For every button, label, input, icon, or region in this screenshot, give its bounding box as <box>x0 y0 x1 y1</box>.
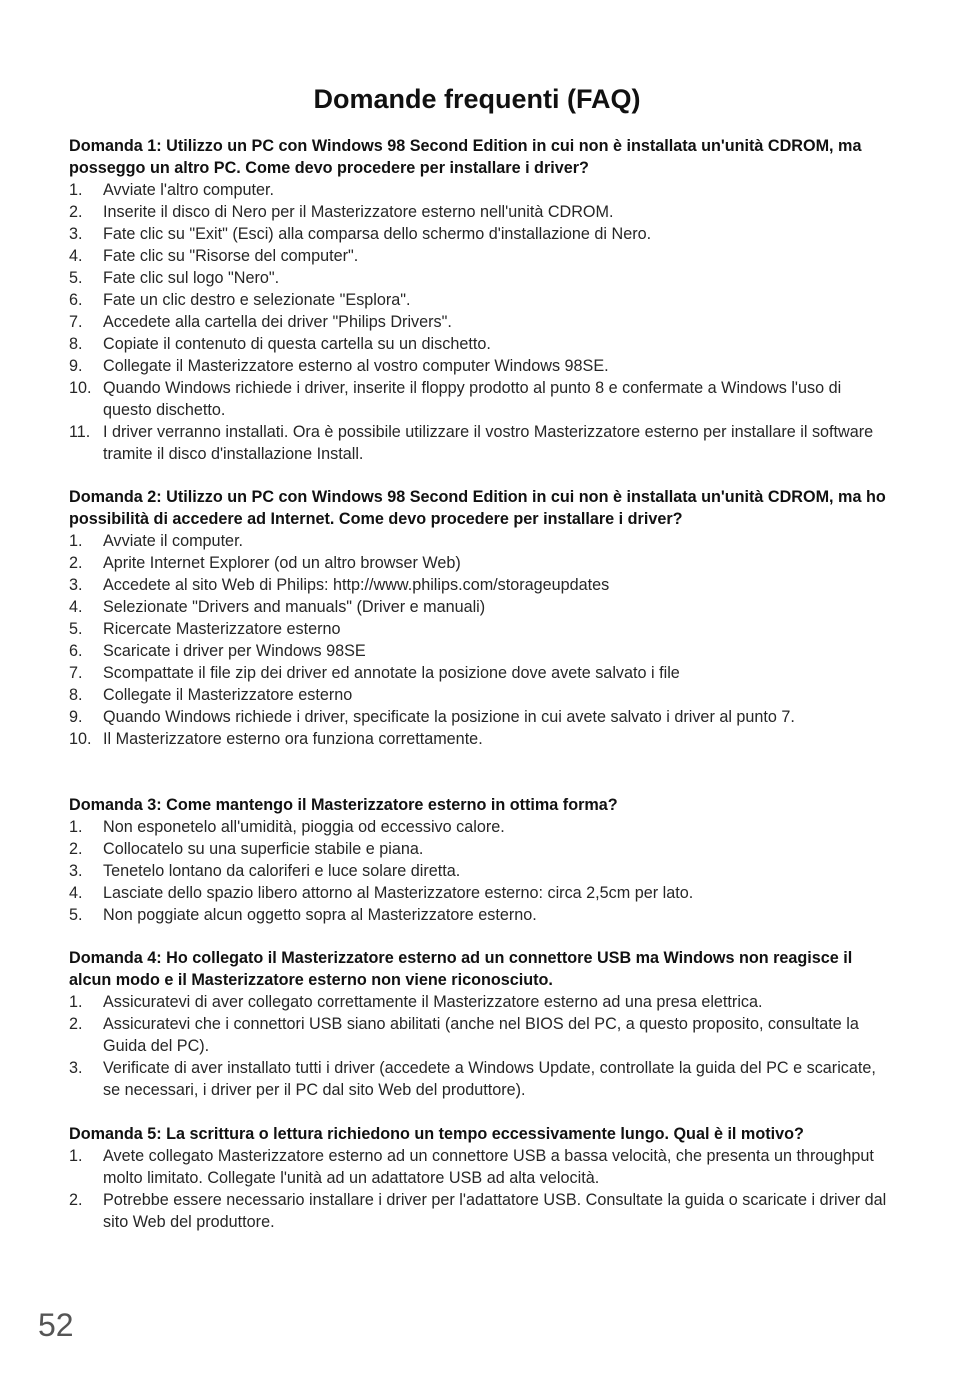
faq-question: Domanda 5: La scrittura o lettura richiedono un tempo eccessivamente lungo. Qual è il motivo? <box>69 1125 804 1143</box>
step-text: Avete collegato Masterizzatore esterno ad un connettore USB a bassa velocità, che presenta un throughput molto limitato. Collegate l'unità ad un adattatore USB ad alta velocità. <box>103 1147 874 1187</box>
list-item <box>69 1057 889 1101</box>
list-item <box>69 201 889 223</box>
list-item <box>69 618 889 640</box>
step-number: 3. <box>69 862 83 880</box>
list-item <box>69 1145 889 1189</box>
step-number: 6. <box>69 642 83 660</box>
step-text: Collocatelo su una superficie stabile e piana. <box>103 840 424 858</box>
list-item <box>69 530 889 552</box>
faq-section-3 <box>69 794 889 926</box>
step-number: 4. <box>69 598 83 616</box>
step-text: Fate clic su "Exit" (Esci) alla comparsa dello schermo d'installazione di Nero. <box>103 225 652 243</box>
list-item <box>69 838 889 860</box>
list-item <box>69 904 889 926</box>
step-text: Scaricate i driver per Windows 98SE <box>103 642 366 660</box>
step-text: Avviate l'altro computer. <box>103 181 275 199</box>
faq-section-4 <box>69 947 889 1101</box>
step-text: Fate un clic destro e selezionate "Esplora". <box>103 291 411 309</box>
list-item <box>69 816 889 838</box>
step-number: 8. <box>69 335 83 353</box>
step-number: 2. <box>69 554 83 572</box>
step-text: Quando Windows richiede i driver, specificate la posizione in cui avete salvato i driver al punto 7. <box>103 708 795 726</box>
list-item <box>69 552 889 574</box>
step-text: Tenetelo lontano da caloriferi e luce solare diretta. <box>103 862 461 880</box>
step-number: 2. <box>69 840 83 858</box>
list-item <box>69 1189 889 1233</box>
step-text: Fate clic sul logo "Nero". <box>103 269 280 287</box>
faq-steps-list <box>69 816 889 926</box>
step-text: Selezionate "Drivers and manuals" (Driver e manuali) <box>103 598 486 616</box>
list-item <box>69 333 889 355</box>
list-item <box>69 377 889 421</box>
list-item <box>69 684 889 706</box>
step-text: Lasciate dello spazio libero attorno al Masterizzatore esterno: circa 2,5cm per lato. <box>103 884 694 902</box>
step-text: Il Masterizzatore esterno ora funziona correttamente. <box>103 730 483 748</box>
faq-steps-list <box>69 1145 889 1233</box>
faq-question: Domanda 2: Utilizzo un PC con Windows 98 Second Edition in cui non è installata un'unità CDROM, ma ho possibilità di accedere ad Internet. Come devo procedere per installare i driver? <box>69 488 886 528</box>
step-number: 2. <box>69 1015 83 1033</box>
step-number: 3. <box>69 1059 83 1077</box>
step-number: 5. <box>69 269 83 287</box>
step-text: Accedete al sito Web di Philips: http://www.philips.com/storageupdates <box>103 576 610 594</box>
step-number: 6. <box>69 291 83 309</box>
step-number: 7. <box>69 664 83 682</box>
faq-section-2 <box>69 486 889 750</box>
step-number: 7. <box>69 313 83 331</box>
faq-section-5 <box>69 1123 889 1233</box>
list-item <box>69 640 889 662</box>
list-item <box>69 1013 889 1057</box>
step-text: Inserite il disco di Nero per il Masterizzatore esterno nell'unità CDROM. <box>103 203 614 221</box>
step-number: 5. <box>69 906 83 924</box>
step-number: 4. <box>69 247 83 265</box>
step-text: Ricercate Masterizzatore esterno <box>103 620 341 638</box>
step-text: Copiate il contenuto di questa cartella su un dischetto. <box>103 335 491 353</box>
step-number: 2. <box>69 203 83 221</box>
step-text: Scompattate il file zip dei driver ed annotate la posizione dove avete salvato i file <box>103 664 680 682</box>
step-text: Potrebbe essere necessario installare i driver per l'adattatore USB. Consultate la guida o scaricate i driver dal sito Web del produttore. <box>103 1191 887 1231</box>
step-number: 4. <box>69 884 83 902</box>
step-number: 11. <box>69 423 91 441</box>
step-text: Collegate il Masterizzatore esterno <box>103 686 353 704</box>
list-item <box>69 223 889 245</box>
step-number: 10. <box>69 379 92 397</box>
step-number: 3. <box>69 225 83 243</box>
faq-question: Domanda 4: Ho collegato il Masterizzatore esterno ad un connettore USB ma Windows non reagisce il alcun modo e il Masterizzatore esterno non viene riconosciuto. <box>69 949 853 989</box>
list-item <box>69 355 889 377</box>
list-item <box>69 662 889 684</box>
step-text: Fate clic su "Risorse del computer". <box>103 247 359 265</box>
faq-question: Domanda 1: Utilizzo un PC con Windows 98 Second Edition in cui non è installata un'unità CDROM, ma posseggo un altro PC. Come devo procedere per installare i driver? <box>69 137 862 177</box>
list-item <box>69 882 889 904</box>
step-number: 5. <box>69 620 83 638</box>
step-text: Quando Windows richiede i driver, inserite il floppy prodotto al punto 8 e confermate a Windows l'uso di questo dischetto. <box>103 379 842 419</box>
list-item <box>69 289 889 311</box>
list-item <box>69 860 889 882</box>
step-number: 1. <box>69 181 83 199</box>
list-item <box>69 245 889 267</box>
step-number: 1. <box>69 1147 83 1165</box>
page-number: 52 <box>38 1307 74 1343</box>
faq-question: Domanda 3: Come mantengo il Masterizzatore esterno in ottima forma? <box>69 796 618 814</box>
step-number: 3. <box>69 576 83 594</box>
faq-steps-list <box>69 991 889 1101</box>
step-text: Non poggiate alcun oggetto sopra al Masterizzatore esterno. <box>103 906 537 924</box>
list-item <box>69 596 889 618</box>
list-item <box>69 179 889 201</box>
step-text: Assicuratevi che i connettori USB siano abilitati (anche nel BIOS del PC, a questo proposito, consultate la Guida del PC). <box>103 1015 859 1055</box>
step-text: Aprite Internet Explorer (od un altro browser Web) <box>103 554 461 572</box>
step-number: 1. <box>69 993 83 1011</box>
step-number: 10. <box>69 730 92 748</box>
step-text: I driver verranno installati. Ora è possibile utilizzare il vostro Masterizzatore esterno per installare il software tramite il disco d'installazione Install. <box>103 423 874 463</box>
step-text: Non esponetelo all'umidità, pioggia od eccessivo calore. <box>103 818 505 836</box>
faq-steps-list <box>69 530 889 750</box>
list-item <box>69 991 889 1013</box>
page-title: Domande frequenti (FAQ) <box>313 84 641 115</box>
list-item <box>69 728 889 750</box>
faq-section-1 <box>69 135 889 465</box>
step-number: 9. <box>69 708 83 726</box>
list-item <box>69 421 889 465</box>
step-number: 2. <box>69 1191 83 1209</box>
list-item <box>69 706 889 728</box>
faq-steps-list <box>69 179 889 465</box>
list-item <box>69 267 889 289</box>
step-text: Accedete alla cartella dei driver "Philips Drivers". <box>103 313 452 331</box>
list-item <box>69 574 889 596</box>
step-number: 9. <box>69 357 83 375</box>
step-text: Avviate il computer. <box>103 532 244 550</box>
step-text: Collegate il Masterizzatore esterno al vostro computer Windows 98SE. <box>103 357 609 375</box>
step-text: Assicuratevi di aver collegato correttamente il Masterizzatore esterno ad una presa elettrica. <box>103 993 763 1011</box>
step-text: Verificate di aver installato tutti i driver (accedete a Windows Update, controllate la guida del PC e scaricate, se necessari, i driver per il PC dal sito Web del produttore). <box>103 1059 876 1099</box>
step-number: 8. <box>69 686 83 704</box>
step-number: 1. <box>69 532 83 550</box>
list-item <box>69 311 889 333</box>
step-number: 1. <box>69 818 83 836</box>
